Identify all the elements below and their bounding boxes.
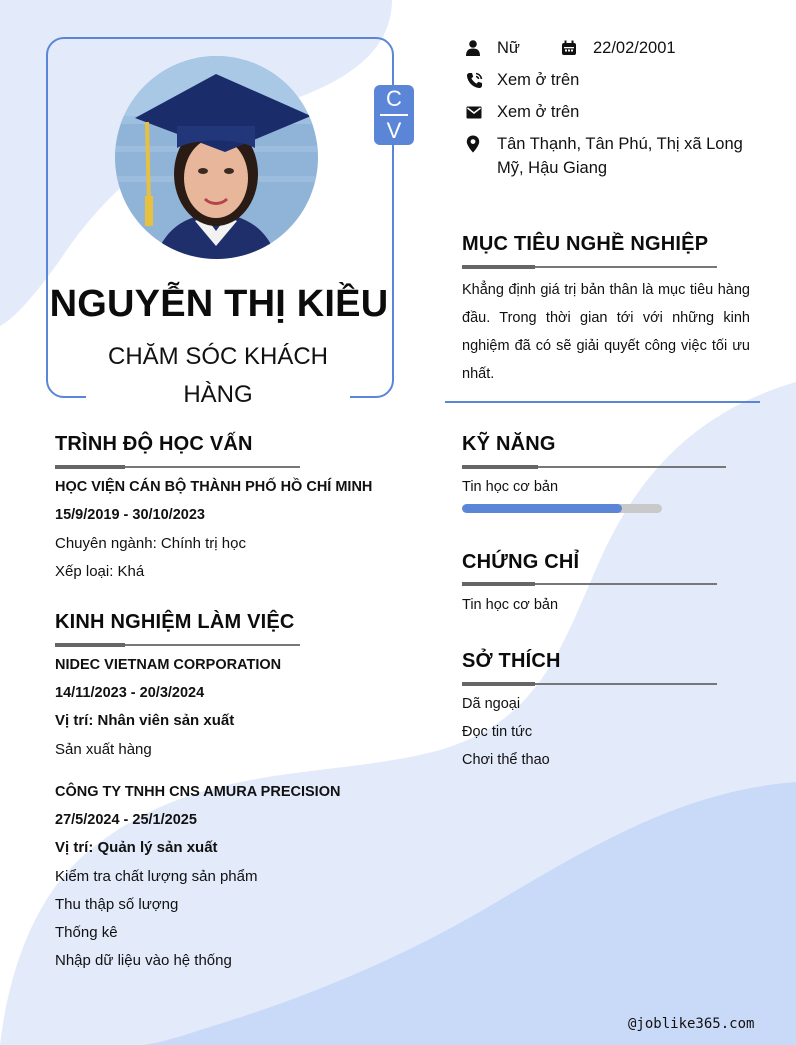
birthday-value: 22/02/2001 bbox=[593, 39, 676, 57]
email-row bbox=[466, 100, 579, 124]
cv-badge bbox=[374, 85, 414, 145]
cv-badge-letter-v: V bbox=[386, 118, 402, 143]
experience-heading: KINH NGHIỆM LÀM VIỆC bbox=[55, 611, 295, 633]
site-watermark: @joblike365.com bbox=[628, 1016, 755, 1032]
job-2-task: Thu thập số lượng bbox=[55, 896, 179, 913]
skill-level-bar bbox=[462, 504, 662, 513]
skills-heading: KỸ NĂNG bbox=[462, 433, 556, 455]
experience-rule bbox=[55, 644, 300, 646]
hobbies-heading: SỞ THÍCH bbox=[462, 650, 561, 672]
desired-position: CHĂM SÓC KHÁCH HÀNG bbox=[107, 343, 329, 408]
phone-row bbox=[466, 68, 579, 92]
education-period: 15/9/2019 - 30/10/2023 bbox=[55, 507, 205, 523]
candidate-name: NGUYỄN THỊ KIỀU bbox=[49, 283, 389, 325]
calendar-icon bbox=[561, 36, 583, 60]
graduate-portrait-image bbox=[115, 56, 318, 259]
email-value: Xem ở trên bbox=[497, 103, 580, 121]
job-1-position: Vị trí: Nhân viên sản xuất bbox=[55, 712, 235, 729]
certificates-heading: CHỨNG CHỈ bbox=[462, 551, 580, 573]
cv-badge-letter-c: C bbox=[386, 86, 402, 111]
education-heading: TRÌNH ĐỘ HỌC VẤN bbox=[55, 433, 253, 455]
hobby-item: Dã ngoại bbox=[462, 696, 521, 712]
job-2-position: Vị trí: Quản lý sản xuất bbox=[55, 839, 218, 856]
person-icon bbox=[466, 36, 488, 60]
skills-rule bbox=[462, 466, 726, 468]
job-2-task: Thống kê bbox=[55, 924, 118, 941]
education-rule bbox=[55, 466, 300, 468]
job-2-period: 27/5/2024 - 25/1/2025 bbox=[55, 812, 197, 828]
education-rank: Xếp loại: Khá bbox=[55, 563, 145, 580]
hobbies-rule bbox=[462, 683, 717, 685]
job-2-task: Nhập dữ liệu vào hệ thống bbox=[55, 952, 232, 969]
address-value: Tân Thạnh, Tân Phú, Thị xã Long Mỹ, Hậu Giang bbox=[497, 135, 743, 177]
school-name: HỌC VIỆN CÁN BỘ THÀNH PHỐ HỒ CHÍ MINH bbox=[55, 479, 373, 495]
job-1-company: NIDEC VIETNAM CORPORATION bbox=[55, 657, 282, 673]
objective-rule bbox=[462, 266, 717, 268]
avatar bbox=[115, 56, 318, 259]
phone-value: Xem ở trên bbox=[497, 71, 580, 89]
address-row bbox=[466, 132, 756, 180]
education-major: Chuyên ngành: Chính trị học bbox=[55, 535, 246, 552]
phone-icon bbox=[466, 68, 488, 92]
hobby-item: Chơi thể thao bbox=[462, 752, 550, 768]
gender-row bbox=[466, 36, 520, 60]
job-2-task: Kiểm tra chất lượng sản phẩm bbox=[55, 868, 258, 885]
job-1-task: Sản xuất hàng bbox=[55, 741, 152, 758]
certificate-item: Tin học cơ bản bbox=[462, 597, 559, 613]
skill-name: Tin học cơ bản bbox=[462, 479, 559, 495]
hobby-item: Đọc tin tức bbox=[462, 724, 533, 740]
birthday-row bbox=[561, 36, 676, 60]
skill-level-fill bbox=[462, 504, 622, 513]
job-1-period: 14/11/2023 - 20/3/2024 bbox=[55, 685, 205, 701]
cv-badge-divider bbox=[380, 114, 408, 116]
job-2-company: CÔNG TY TNHH CNS AMURA PRECISION bbox=[55, 784, 341, 800]
location-pin-icon bbox=[466, 132, 488, 156]
objective-text: Khẳng định giá trị bản thân là mục tiêu hàng đầu. Trong thời gian tới với những kinh nghiệm đã có sẽ giải quyết công việc tối ưu nhất. bbox=[462, 282, 750, 382]
gender-value: Nữ bbox=[497, 39, 520, 57]
certificates-rule bbox=[462, 583, 717, 585]
section-divider bbox=[445, 401, 760, 403]
objective-heading: MỤC TIÊU NGHỀ NGHIỆP bbox=[462, 233, 709, 255]
mail-icon bbox=[466, 100, 488, 124]
